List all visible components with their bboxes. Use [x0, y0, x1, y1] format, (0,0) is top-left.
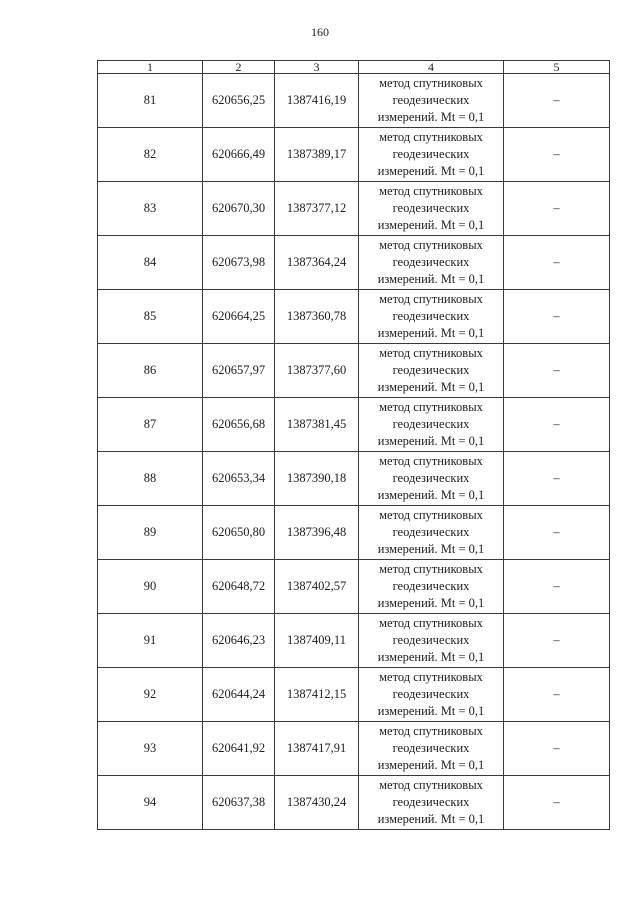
- coordinate-x: 620673,98: [203, 236, 275, 290]
- point-number: 84: [98, 236, 203, 290]
- coordinate-y: 1387416,19: [275, 74, 359, 128]
- coordinate-x: 620656,68: [203, 398, 275, 452]
- description-cell: –: [504, 182, 610, 236]
- coordinate-y: 1387409,11: [275, 614, 359, 668]
- method-line-3: измерений. Mt = 0,1: [377, 272, 485, 286]
- method-cell: [359, 722, 504, 776]
- method-cell: [359, 614, 504, 668]
- method-cell: [359, 74, 504, 128]
- coordinate-x: 620644,24: [203, 668, 275, 722]
- coordinate-x: 620637,38: [203, 776, 275, 830]
- method-line-3: измерений. Mt = 0,1: [377, 542, 485, 556]
- method-line-2: геодезических: [392, 687, 470, 701]
- point-number: 89: [98, 506, 203, 560]
- method-cell: [359, 452, 504, 506]
- table-row: [98, 344, 610, 398]
- header-col-1: 1: [98, 61, 203, 74]
- coordinate-y: 1387412,15: [275, 668, 359, 722]
- method-cell: [359, 560, 504, 614]
- coordinate-y: 1387396,48: [275, 506, 359, 560]
- method-cell: [359, 236, 504, 290]
- method-line-2: геодезических: [392, 525, 470, 539]
- method-line-3: измерений. Mt = 0,1: [377, 380, 485, 394]
- method-line-2: геодезических: [392, 201, 470, 215]
- table-row: [98, 668, 610, 722]
- point-number: 81: [98, 74, 203, 128]
- table-row: [98, 236, 610, 290]
- method-line-1: метод спутниковых: [379, 400, 483, 414]
- method-line-2: геодезических: [392, 633, 470, 647]
- coordinate-y: 1387360,78: [275, 290, 359, 344]
- point-number: 83: [98, 182, 203, 236]
- method-line-3: измерений. Mt = 0,1: [377, 758, 485, 772]
- description-cell: –: [504, 344, 610, 398]
- method-line-2: геодезических: [392, 741, 470, 755]
- point-number: 94: [98, 776, 203, 830]
- table-row: [98, 74, 610, 128]
- coordinate-y: 1387377,60: [275, 344, 359, 398]
- method-line-3: измерений. Mt = 0,1: [377, 110, 485, 124]
- method-line-2: геодезических: [392, 795, 470, 809]
- method-line-3: измерений. Mt = 0,1: [377, 596, 485, 610]
- method-line-1: метод спутниковых: [379, 724, 483, 738]
- method-line-1: метод спутниковых: [379, 670, 483, 684]
- coordinate-x: 620648,72: [203, 560, 275, 614]
- method-line-3: измерений. Mt = 0,1: [377, 488, 485, 502]
- point-number: 92: [98, 668, 203, 722]
- coordinate-y: 1387390,18: [275, 452, 359, 506]
- method-line-2: геодезических: [392, 309, 470, 323]
- table-row: [98, 506, 610, 560]
- coordinate-x: 620664,25: [203, 290, 275, 344]
- description-cell: –: [504, 128, 610, 182]
- method-cell: [359, 506, 504, 560]
- method-line-3: измерений. Mt = 0,1: [377, 812, 485, 826]
- method-line-1: метод спутниковых: [379, 454, 483, 468]
- method-line-1: метод спутниковых: [379, 562, 483, 576]
- coordinate-y: 1387430,24: [275, 776, 359, 830]
- coordinate-x: 620641,92: [203, 722, 275, 776]
- table-row: [98, 398, 610, 452]
- method-line-1: метод спутниковых: [379, 508, 483, 522]
- description-cell: –: [504, 398, 610, 452]
- coordinate-y: 1387381,45: [275, 398, 359, 452]
- description-cell: –: [504, 452, 610, 506]
- method-line-2: геодезических: [392, 471, 470, 485]
- table-header: [98, 61, 610, 74]
- method-line-1: метод спутниковых: [379, 238, 483, 252]
- table-row: [98, 722, 610, 776]
- method-line-1: метод спутниковых: [379, 130, 483, 144]
- point-number: 90: [98, 560, 203, 614]
- method-cell: [359, 776, 504, 830]
- coordinate-x: 620657,97: [203, 344, 275, 398]
- method-line-1: метод спутниковых: [379, 778, 483, 792]
- method-cell: [359, 398, 504, 452]
- table-row: [98, 452, 610, 506]
- table-row: [98, 776, 610, 830]
- method-cell: [359, 128, 504, 182]
- table-body: [98, 74, 610, 830]
- method-line-3: измерений. Mt = 0,1: [377, 164, 485, 178]
- method-line-1: метод спутниковых: [379, 184, 483, 198]
- header-row: [98, 61, 610, 74]
- point-number: 82: [98, 128, 203, 182]
- description-cell: –: [504, 776, 610, 830]
- description-cell: –: [504, 290, 610, 344]
- coordinate-x: 620666,49: [203, 128, 275, 182]
- method-cell: [359, 290, 504, 344]
- coordinate-y: 1387364,24: [275, 236, 359, 290]
- point-number: 86: [98, 344, 203, 398]
- description-cell: –: [504, 506, 610, 560]
- page-number: 160: [311, 25, 329, 39]
- table-row: [98, 128, 610, 182]
- method-line-2: геодезических: [392, 93, 470, 107]
- method-cell: [359, 182, 504, 236]
- table-row: [98, 560, 610, 614]
- point-number: 87: [98, 398, 203, 452]
- method-line-3: измерений. Mt = 0,1: [377, 434, 485, 448]
- description-cell: –: [504, 560, 610, 614]
- coordinate-x: 620670,30: [203, 182, 275, 236]
- method-line-2: геодезических: [392, 417, 470, 431]
- coordinate-y: 1387377,12: [275, 182, 359, 236]
- coordinate-y: 1387402,57: [275, 560, 359, 614]
- coordinate-x: 620650,80: [203, 506, 275, 560]
- method-line-1: метод спутниковых: [379, 292, 483, 306]
- description-cell: –: [504, 668, 610, 722]
- description-cell: –: [504, 74, 610, 128]
- coordinates-table: [97, 60, 610, 830]
- method-line-2: геодезических: [392, 255, 470, 269]
- point-number: 91: [98, 614, 203, 668]
- header-col-5: 5: [504, 61, 610, 74]
- header-col-4: 4: [359, 61, 504, 74]
- method-line-1: метод спутниковых: [379, 76, 483, 90]
- method-cell: [359, 668, 504, 722]
- method-line-3: измерений. Mt = 0,1: [377, 704, 485, 718]
- header-col-2: 2: [203, 61, 275, 74]
- coordinate-y: 1387389,17: [275, 128, 359, 182]
- description-cell: –: [504, 722, 610, 776]
- method-line-3: измерений. Mt = 0,1: [377, 326, 485, 340]
- method-cell: [359, 344, 504, 398]
- method-line-3: измерений. Mt = 0,1: [377, 218, 485, 232]
- header-col-3: 3: [275, 61, 359, 74]
- point-number: 88: [98, 452, 203, 506]
- table-row: [98, 182, 610, 236]
- point-number: 93: [98, 722, 203, 776]
- coordinate-x: 620653,34: [203, 452, 275, 506]
- method-line-2: геодезических: [392, 363, 470, 377]
- description-cell: –: [504, 614, 610, 668]
- description-cell: –: [504, 236, 610, 290]
- method-line-1: метод спутниковых: [379, 346, 483, 360]
- method-line-2: геодезических: [392, 147, 470, 161]
- method-line-3: измерений. Mt = 0,1: [377, 650, 485, 664]
- point-number: 85: [98, 290, 203, 344]
- coordinate-x: 620656,25: [203, 74, 275, 128]
- table-row: [98, 614, 610, 668]
- coordinate-y: 1387417,91: [275, 722, 359, 776]
- coordinate-x: 620646,23: [203, 614, 275, 668]
- table-row: [98, 290, 610, 344]
- method-line-1: метод спутниковых: [379, 616, 483, 630]
- method-line-2: геодезических: [392, 579, 470, 593]
